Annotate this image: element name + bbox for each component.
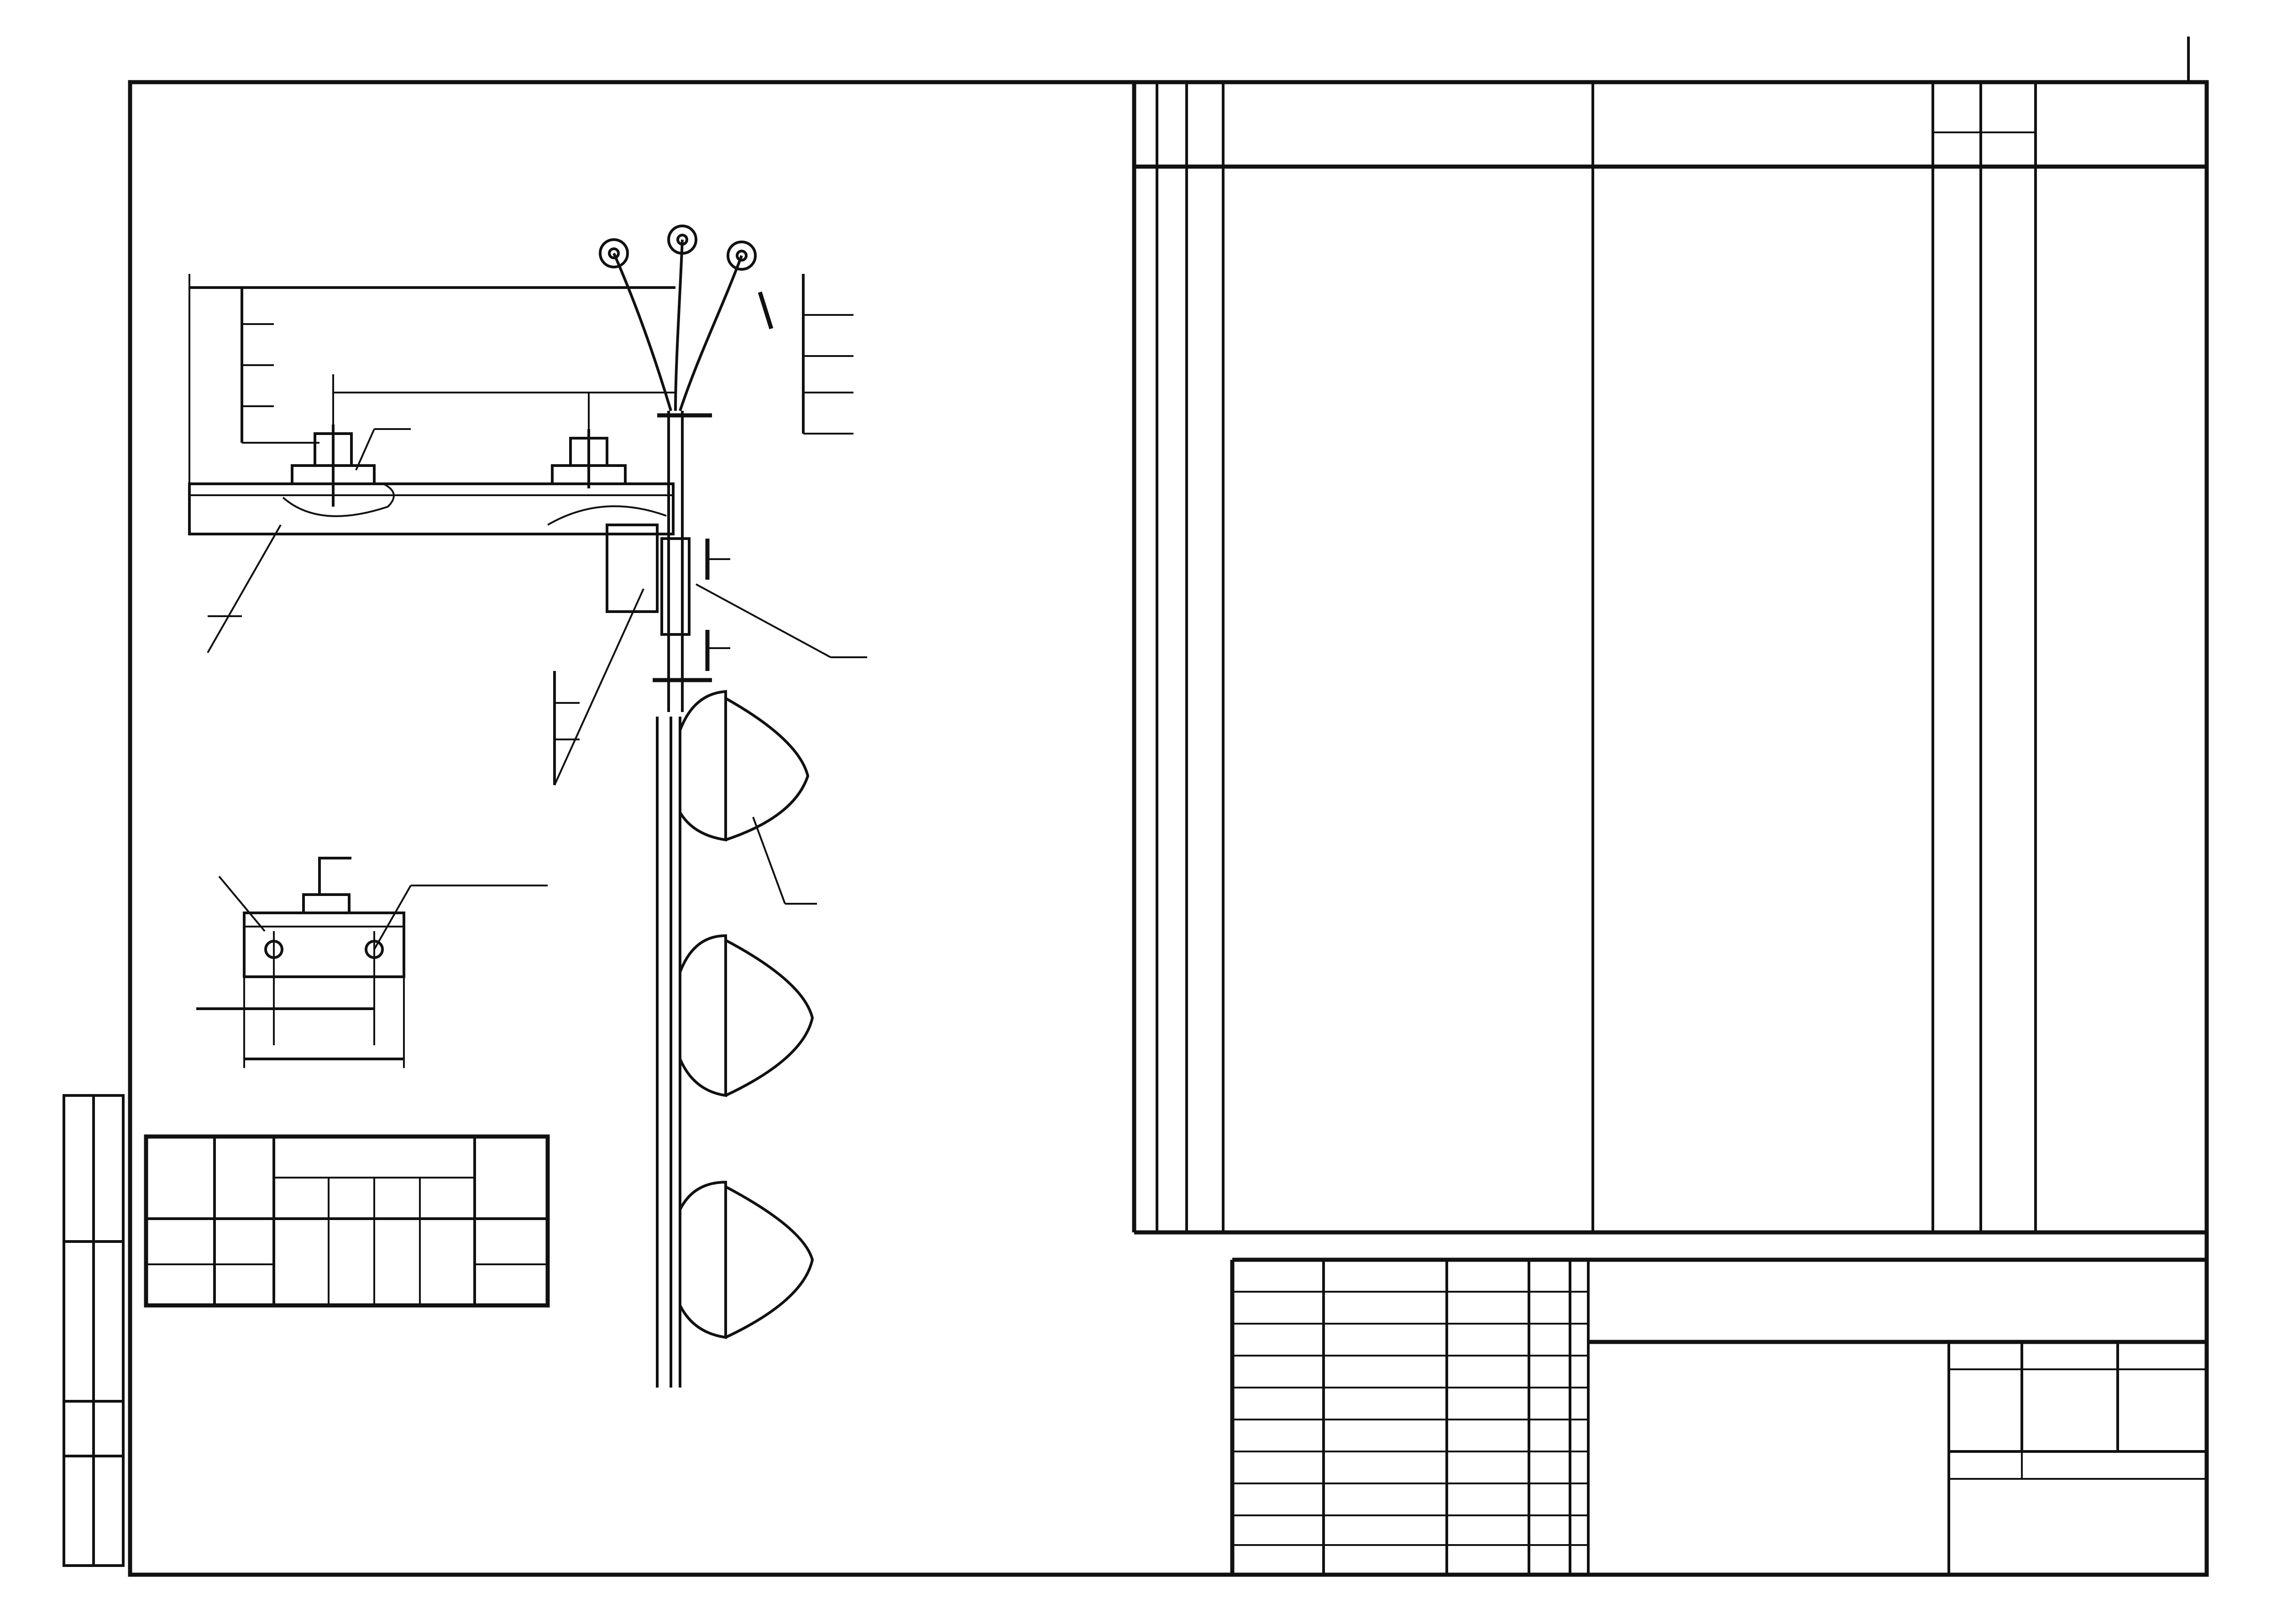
title-block [1232, 1260, 2207, 1575]
traffic-light [657, 692, 812, 1388]
beam-bolt-2 [552, 429, 625, 488]
callout-right [803, 274, 853, 434]
assembly-drawing [189, 226, 867, 1388]
side-stamp [64, 1095, 123, 1566]
spec-table [1134, 82, 2207, 1232]
execution-table [146, 1137, 548, 1305]
section-1-1 [196, 858, 548, 1068]
sheet-frame [130, 82, 2207, 1575]
